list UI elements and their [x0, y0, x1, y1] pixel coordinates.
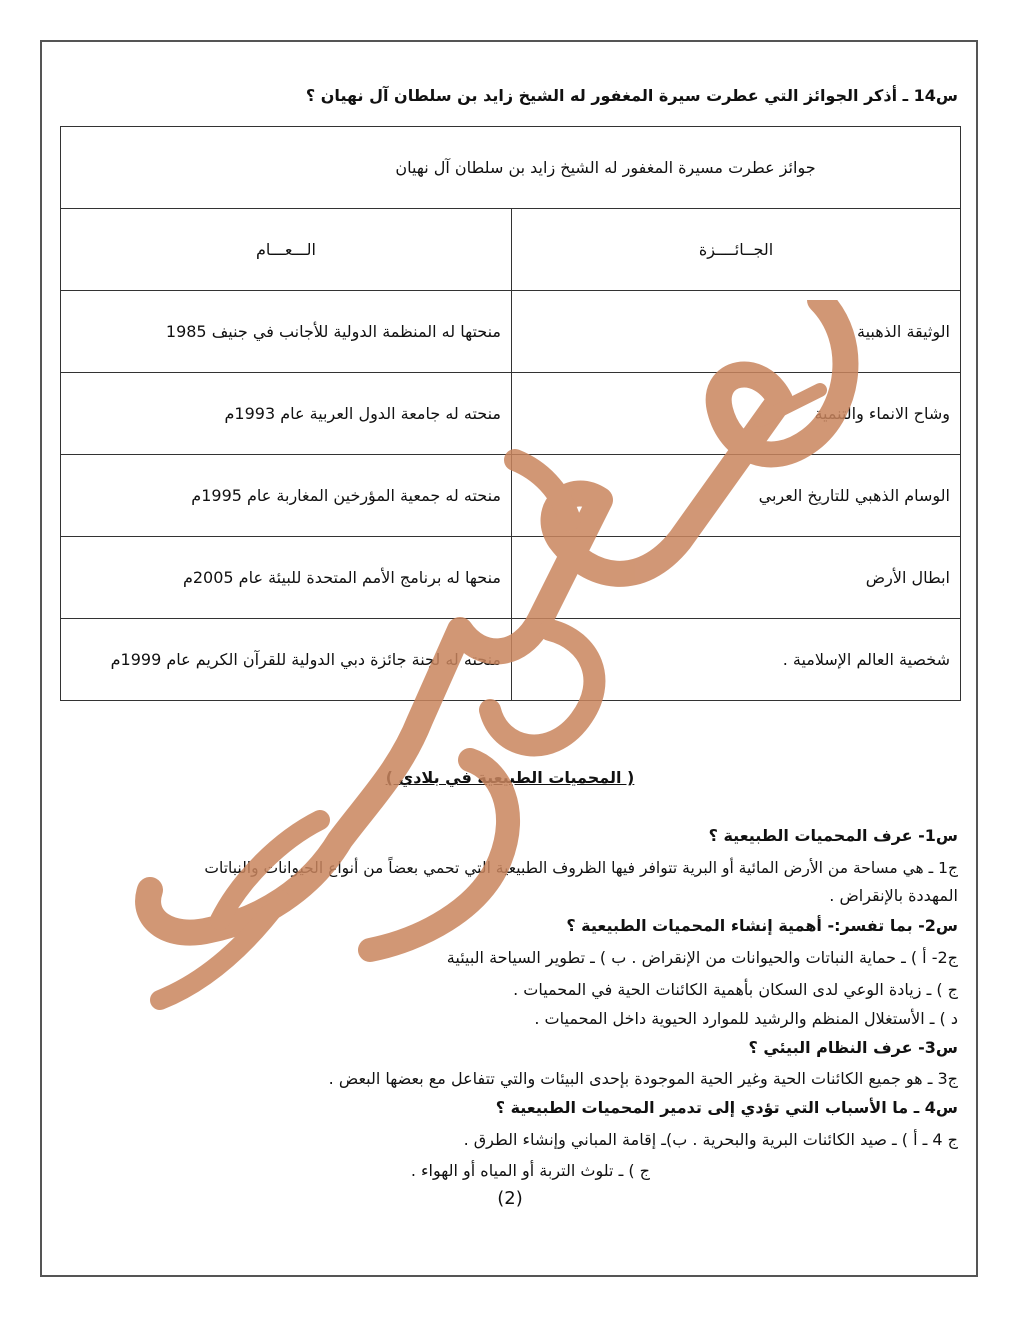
table-row: [61, 619, 961, 701]
answer-3: ج3 ـ هو جميع الكائنات الحية وغير الحية الموجودة بإحدى البيئات والتي تتفاعل مع بعضها البعض .: [328, 1069, 958, 1088]
table-caption: جوائز عطرت مسيرة المغفور له الشيخ زايد بن سلطان آل نهيان: [61, 127, 961, 209]
table-row: [61, 291, 961, 373]
answer-4-line-2: ج ) ـ تلوث التربة أو المياه أو الهواء .: [410, 1161, 650, 1180]
table-row: [61, 455, 961, 537]
year-cell: منحته له جمعية المؤرخين المغاربة عام 1995م: [61, 455, 512, 537]
award-cell: الوسام الذهبي للتاريخ العربي: [512, 455, 961, 537]
year-cell: منحته له لجنة جائزة دبي الدولية للقرآن الكريم عام 1999م: [61, 619, 512, 701]
page-number: (2): [497, 1188, 523, 1209]
question-14: س14 ـ أذكر الجوائز التي عطرت سيرة المغفور له الشيخ زايد بن سلطان آل نهيان ؟: [305, 86, 958, 105]
award-cell: ابطال الأرض: [512, 537, 961, 619]
question-4: س4 ـ ما الأسباب التي تؤدي إلى تدمير المحميات الطبيعية ؟: [495, 1098, 958, 1117]
question-1: س1- عرف المحميات الطبيعية ؟: [708, 826, 958, 845]
answer-2-line-1: ج2- أ ) ـ حماية النباتات والحيوانات من الإنقراض . ب ) ـ تطوير السياحة البيئية: [446, 948, 958, 967]
award-cell: الوثيقة الذهبية: [512, 291, 961, 373]
answer-1-line-1: ج1 ـ هي مساحة من الأرض المائية أو البرية تتوافر فيها الظروف الطبيعية التي تحمي بعضاً من أنواع الحيوانات والنباتات: [204, 859, 958, 877]
year-cell: منحتها له المنظمة الدولية للأجانب في جنيف 1985: [61, 291, 512, 373]
answer-2-line-3: د ) ـ الأستغلال المنظم والرشيد للموارد الحيوية داخل المحميات .: [534, 1009, 958, 1028]
question-3: س3- عرف النظام البيئي ؟: [748, 1038, 958, 1057]
year-cell: منحته له جامعة الدول العربية عام 1993م: [61, 373, 512, 455]
table-row: [61, 537, 961, 619]
answer-1-line-2: المهددة بالإنقراض .: [829, 886, 958, 905]
answer-4-line-1: ج 4 ـ أ ) ـ صيد الكائنات البرية والبحرية . ب)ـ إقامة المباني وإنشاء الطرق .: [463, 1130, 958, 1149]
year-cell: منحها له برنامج الأمم المتحدة للبيئة عام 2005م: [61, 537, 512, 619]
answer-2-line-2: ج ) ـ زيادة الوعي لدى السكان بأهمية الكائنات الحية في المحميات .: [513, 980, 958, 999]
section-title: ( المحميات الطبيعية في بلادي ): [385, 768, 635, 787]
award-cell: شخصية العالم الإسلامية .: [512, 619, 961, 701]
award-cell: وشاح الانماء والتنمية: [512, 373, 961, 455]
header-award: الجــائــــزة: [512, 209, 961, 291]
header-year: الـــعـــام: [61, 209, 512, 291]
question-2: س2- بما تفسر:- أهمية إنشاء المحميات الطبيعية ؟: [566, 916, 958, 935]
awards-table: [60, 126, 961, 701]
table-row: [61, 373, 961, 455]
